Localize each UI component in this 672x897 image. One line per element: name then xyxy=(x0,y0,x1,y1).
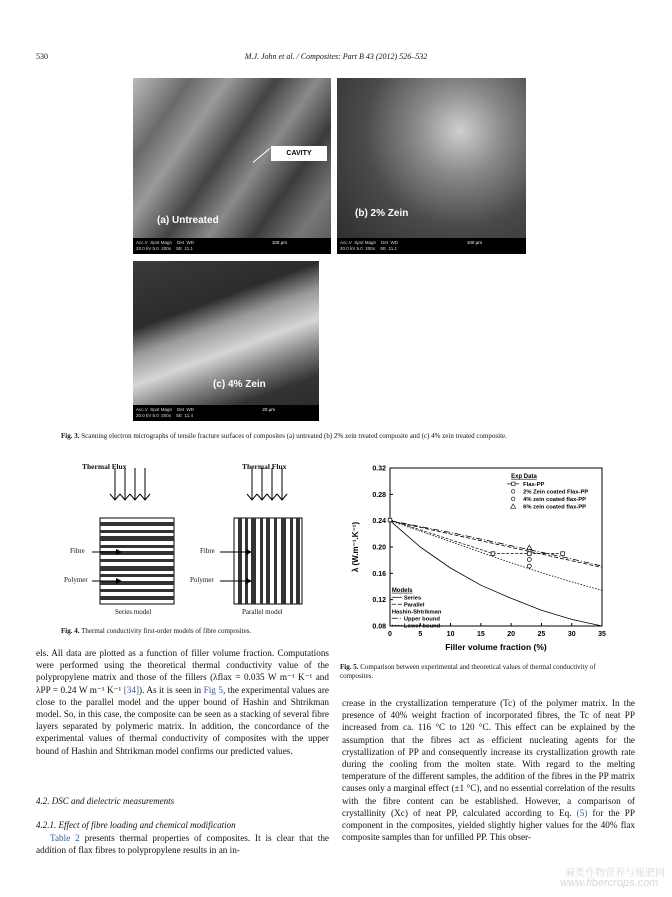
x-tick-label: 25 xyxy=(537,631,546,638)
legend-title: Models xyxy=(391,587,413,594)
watermark-cn: 麻类作物营养与施肥网 xyxy=(565,868,665,879)
fig5-chart xyxy=(338,458,620,658)
data-point xyxy=(527,564,531,568)
legend-entry: Flax-PP xyxy=(523,481,545,488)
sem-panel-b xyxy=(337,78,526,254)
parallel-model xyxy=(220,468,302,604)
polymer-label-series: Polymer xyxy=(64,576,88,584)
flux-arrows-series xyxy=(110,468,150,500)
polymer-label-parallel: Polymer xyxy=(190,576,214,584)
series-line xyxy=(390,520,563,554)
x-tick-label: 20 xyxy=(507,631,516,638)
data-point xyxy=(527,545,532,550)
fibre-label-series: Fibre xyxy=(70,547,85,555)
series-model xyxy=(92,468,174,604)
table-link[interactable]: Table 2 xyxy=(50,833,80,843)
x-tick-label: 30 xyxy=(567,631,576,638)
panel-label-a: (a) Untreated xyxy=(157,215,219,226)
text: for the PP component in the composites, yielded slightly higher values for the 40% flax composite samples than for unfilled PP. This obser- xyxy=(342,807,636,843)
sem-info-bar: Acc.V Spot Magn Det WD 20.0 kV 5.0 200x SE 11.4 xyxy=(133,405,319,421)
text: els. All data are plotted as a function of filler volume fraction. Computations were performed using the theoretical thermal conductivity value of the polypropylene matrix and those of the fillers (λflax = 0.035 W m⁻¹ K⁻¹ and λPP = 0.24 W m⁻¹ K⁻¹ xyxy=(36,648,329,695)
figure-link[interactable]: Fig 5 xyxy=(203,684,223,695)
callout-arrow xyxy=(253,148,270,163)
legend-entry: 2% Zein coated Flax-PP xyxy=(523,489,589,496)
series-model-label: Series model xyxy=(115,608,152,616)
equation-link[interactable]: (5) xyxy=(576,807,588,818)
flux-arrows-parallel xyxy=(247,468,287,500)
y-axis-label: λ (W.m⁻¹.K⁻¹) xyxy=(351,521,360,573)
x-tick-label: 35 xyxy=(598,631,606,638)
data-point xyxy=(528,552,532,556)
subsection-heading: 4.2.1. Effect of fibre loading and chemical modification xyxy=(36,820,236,830)
series-line xyxy=(390,521,602,591)
text: presents thermal properties of composites. It is clear that the addition of flax fibres to polypropylene results in an in- xyxy=(36,833,329,856)
x-tick-label: 15 xyxy=(476,631,485,638)
data-point xyxy=(561,552,565,556)
series-line xyxy=(390,521,602,568)
fig4-caption-text: Thermal conductivity first-order models of fibre composites. xyxy=(81,627,252,635)
data-point xyxy=(491,552,495,556)
legend-title: Exp Data xyxy=(511,473,537,480)
legend-marker xyxy=(511,504,516,509)
x-tick-label: 10 xyxy=(446,631,455,638)
left-column xyxy=(36,647,329,757)
paragraph xyxy=(342,697,635,843)
text: crease in the crystallization temperature (Tc) of the polymer matrix. In the presence of 40% weight fraction of incorporated fibres, the Tc of neat PP increased from ca. 116 °C to 120 °C. This effect can be explained by the assumption that the fibres act as efficient nucleating agents for the crystallization of PP and consequently increase its crystallization growth rate during the cooling from the molten state. With regard to the melting temperature of the different samples, the addition of the fibres in the PP matrix causes only a marginal effect (±1 °C), and no essential correlation of the results with the fibre content can be established. However, a comparison of crystallinity (Xc) of neat PP, calculated according to Eq. xyxy=(342,698,635,818)
y-tick-label: 0.28 xyxy=(372,491,386,499)
legend-entry: 4% zein coated flax-PP xyxy=(523,496,586,503)
flux-label-series: Thermal Flux xyxy=(82,462,127,471)
citation-link[interactable]: [34] xyxy=(123,684,140,695)
running-header: M.J. John et al. / Composites: Part B 43 (2012) 526–532 xyxy=(244,52,428,61)
legend-entry: 6% zein coated flax-PP xyxy=(523,504,586,511)
fig4-models-diagram xyxy=(70,456,330,622)
flux-label-parallel: Thermal Flux xyxy=(242,462,287,471)
fibre-label-parallel: Fibre xyxy=(200,547,215,555)
fig5-caption-text: Comparison between experimental and theoretical values of thermal conductivity of composites. xyxy=(340,663,596,680)
text: ). As it is seen in xyxy=(139,684,204,695)
legend-marker xyxy=(511,490,515,494)
paragraph xyxy=(36,832,329,856)
scale-label: 20 μm xyxy=(262,407,275,412)
y-tick-label: 0.16 xyxy=(372,570,386,578)
legend-marker xyxy=(511,497,515,501)
sem-info-bar: Acc.V Spot Magn Det WD 20.0 kV 5.0 200x SE 11.1 xyxy=(133,238,331,254)
fig5-caption-label: Fig. 5. xyxy=(340,663,359,671)
sem-panel-c xyxy=(133,261,319,421)
panel-label-c: (c) 4% Zein xyxy=(213,379,266,390)
legend-marker xyxy=(512,482,515,485)
legend-entry: Parallel xyxy=(403,602,425,609)
scale-label: 100 μm xyxy=(466,240,482,245)
legend-entry: Lower bound xyxy=(403,623,441,630)
page-number: 530 xyxy=(36,52,48,61)
legend-entry: Hashin-Shtrikman xyxy=(391,609,442,616)
data-point xyxy=(527,558,531,562)
x-axis-label: Filler volume fraction (%) xyxy=(445,642,547,652)
data-point xyxy=(388,518,392,522)
y-tick-label: 0.08 xyxy=(372,623,386,631)
panel-label-b: (b) 2% Zein xyxy=(355,208,409,219)
watermark-url: www.fibercrops.com xyxy=(560,877,659,889)
sem-info-bar: Acc.V Spot Magn Det WD 20.0 kV 5.0 200x SE 11.1 xyxy=(337,238,526,254)
parallel-model-label: Parallel model xyxy=(242,608,283,616)
text: , the experimental values are close to the parallel model and the upper bound of Hashin and Shtrikman model. So, in this case, the composite can be seen as a stacking of several fibre layers separated by polymeric matrix. In addition, the concordance of the experimental values of thermal conductivity of composites with the upper bound of Hashin and Shtrikman model confirms our predicted values. xyxy=(36,684,329,756)
fig3-caption xyxy=(61,432,641,441)
scale-label: 100 μm xyxy=(271,240,287,245)
paragraph xyxy=(36,647,329,757)
legend-entry: Series xyxy=(403,595,422,602)
fig4-caption-label: Fig. 4. xyxy=(61,627,80,635)
y-tick-label: 0.24 xyxy=(372,518,386,526)
y-tick-label: 0.12 xyxy=(372,597,386,605)
x-tick-label: 5 xyxy=(418,631,423,638)
section-heading: 4.2. DSC and dielectric measurements xyxy=(36,796,175,806)
cavity-callout: CAVITY xyxy=(271,146,327,161)
fig4-caption xyxy=(61,627,331,636)
sem-panel-a xyxy=(133,78,331,254)
fig3-caption-text: Scanning electron micrographs of tensile fracture surfaces of composites (a) untreated (b) 2% zein treated composite and (c) 4% zein treated composite. xyxy=(81,432,507,440)
y-tick-label: 0.20 xyxy=(372,544,386,552)
fig5-caption xyxy=(340,663,630,681)
y-tick-label: 0.32 xyxy=(372,465,386,473)
left-column-para2 xyxy=(36,832,329,856)
right-column xyxy=(342,697,635,843)
fig3-caption-label: Fig. 3. xyxy=(61,432,80,440)
legend-entry: Upper bound xyxy=(403,616,440,623)
x-tick-label: 0 xyxy=(388,631,392,638)
